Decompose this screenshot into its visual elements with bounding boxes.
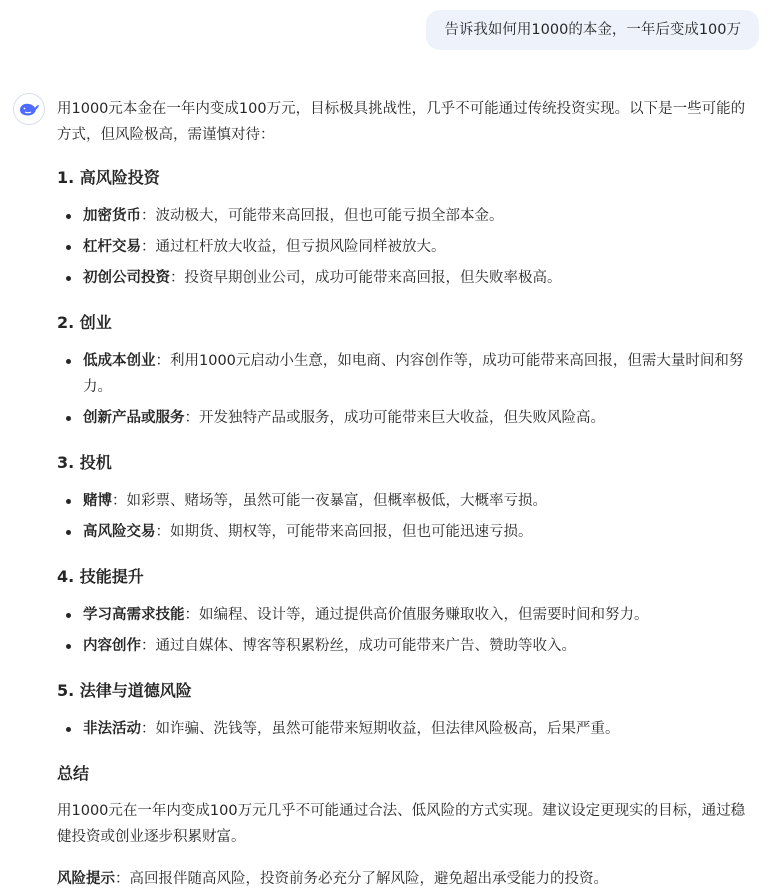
list-item-term: 赌博 bbox=[83, 493, 112, 509]
list-item-term: 杠杆交易 bbox=[83, 239, 141, 255]
list-item-term: 加密货币 bbox=[83, 208, 141, 224]
section-heading: 3. 投机 bbox=[57, 453, 112, 472]
list-item-term: 学习高需求技能 bbox=[83, 607, 185, 623]
list-item-text: ：投资早期创业公司，成功可能带来高回报，但失败率极高。 bbox=[170, 270, 562, 286]
risk-label: 风险提示 bbox=[57, 871, 115, 887]
risk-text: ：高回报伴随高风险，投资前务必充分了解风险，避免超出承受能力的投资。 bbox=[115, 871, 608, 887]
answer-intro: 用1000元本金在一年内变成100万元，目标极具挑战性，几乎不可能通过传统投资实现。以下是一些可能的方式，但风险极高，需谨慎对待： bbox=[57, 101, 746, 143]
list-item-term: 低成本创业 bbox=[83, 353, 156, 369]
list-item-term: 初创公司投资 bbox=[83, 270, 170, 286]
section-list bbox=[57, 203, 757, 291]
user-message-bubble bbox=[426, 10, 759, 50]
list-item bbox=[57, 716, 757, 742]
list-item-text: ：通过自媒体、博客等积累粉丝，成功可能带来广告、赞助等收入。 bbox=[141, 638, 576, 654]
section-list bbox=[57, 716, 757, 742]
section-heading: 2. 创业 bbox=[57, 313, 112, 332]
list-item bbox=[57, 633, 757, 659]
list-item bbox=[57, 602, 757, 628]
assistant-answer bbox=[57, 96, 757, 892]
section-list bbox=[57, 488, 757, 545]
summary-text: 用1000元在一年内变成100万元几乎不可能通过合法、低风险的方式实现。建议设定更现实的目标，通过稳健投资或创业逐步积累财富。 bbox=[57, 803, 746, 845]
list-item bbox=[57, 265, 757, 291]
list-item bbox=[57, 405, 757, 431]
risk-warning bbox=[57, 866, 757, 892]
section-heading: 5. 法律与道德风险 bbox=[57, 681, 192, 700]
section-heading: 1. 高风险投资 bbox=[57, 168, 160, 187]
list-item-text: ：如期货、期权等，可能带来高回报，但也可能迅速亏损。 bbox=[155, 524, 533, 540]
list-item-term: 非法活动 bbox=[83, 721, 141, 737]
list-item-text: ：利用1000元启动小生意，如电商、内容创作等，成功可能带来高回报，但需大量时间和努力。 bbox=[83, 353, 744, 395]
assistant-avatar bbox=[13, 93, 45, 125]
whale-icon bbox=[18, 100, 40, 118]
list-item bbox=[57, 203, 757, 229]
list-item-text: ：通过杠杆放大收益，但亏损风险同样被放大。 bbox=[141, 239, 446, 255]
list-item-term: 内容创作 bbox=[83, 638, 141, 654]
list-item bbox=[57, 488, 757, 514]
list-item-text: ：波动极大，可能带来高回报，但也可能亏损全部本金。 bbox=[141, 208, 504, 224]
list-item-text: ：如编程、设计等，通过提供高价值服务赚取收入，但需要时间和努力。 bbox=[184, 607, 649, 623]
list-item-text: ：如彩票、赌场等，虽然可能一夜暴富，但概率极低，大概率亏损。 bbox=[112, 493, 547, 509]
list-item bbox=[57, 234, 757, 260]
user-message-text: 告诉我如何用1000的本金，一年后变成100万 bbox=[444, 22, 741, 38]
section-list bbox=[57, 348, 757, 431]
section-list bbox=[57, 602, 757, 659]
list-item-text: ：开发独特产品或服务，成功可能带来巨大收益，但失败风险高。 bbox=[184, 410, 605, 426]
list-item-term: 创新产品或服务 bbox=[83, 410, 185, 426]
list-item bbox=[57, 348, 757, 400]
list-item bbox=[57, 519, 757, 545]
summary-heading: 总结 bbox=[57, 764, 90, 783]
list-item-term: 高风险交易 bbox=[83, 524, 156, 540]
list-item-text: ：如诈骗、洗钱等，虽然可能带来短期收益，但法律风险极高，后果严重。 bbox=[141, 721, 620, 737]
section-heading: 4. 技能提升 bbox=[57, 567, 144, 586]
